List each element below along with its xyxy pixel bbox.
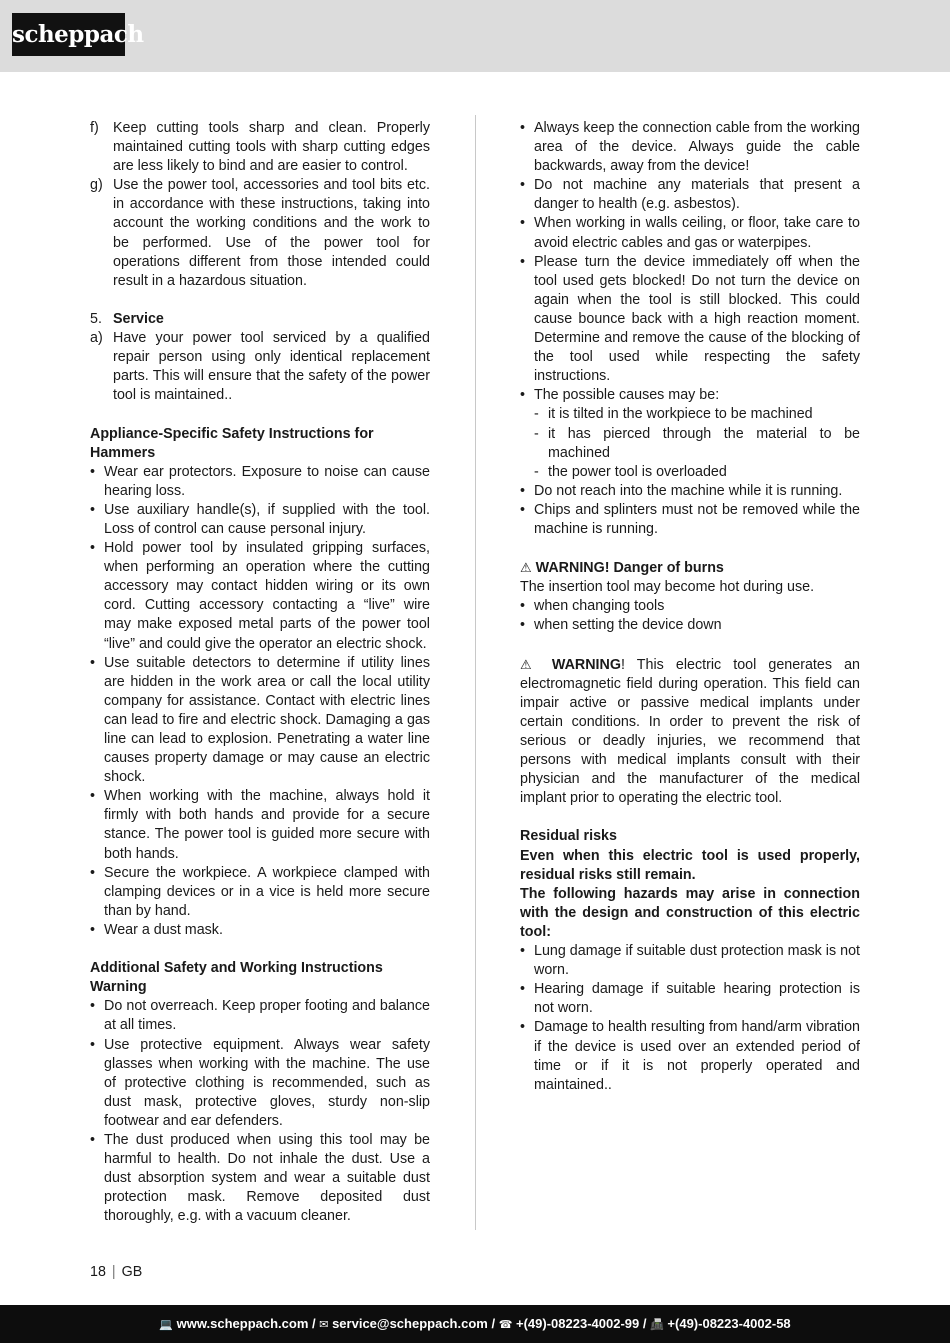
column-divider xyxy=(475,115,476,1230)
page-header xyxy=(0,0,950,72)
list-item: • Use auxiliary handle(s), if supplied with the tool. Loss of control can cause personal injury. xyxy=(90,501,430,537)
list-item: • Please turn the device immediately off when the tool used gets blocked! Do not turn the device on again when the tool is still blocked. This could cause bounce back with a high reaction moment. Determine and remove the cause of the blocking of the tool used while respecting the safety instructions. xyxy=(520,253,860,385)
list-item: • when changing tools xyxy=(520,598,665,615)
mail-icon: ✉ xyxy=(319,1319,329,1331)
residual-line-1: Even when this electric tool is used properly, residual risks still remain. xyxy=(520,847,860,883)
service-heading xyxy=(90,310,430,329)
footer-separator: / xyxy=(639,1316,651,1331)
footer-separator: / xyxy=(487,1316,499,1331)
list-item: • Chips and splinters must not be removed while the machine is running. xyxy=(520,501,860,537)
residual-heading: Residual risks xyxy=(520,828,617,845)
warning-triangle-icon: ⚠ xyxy=(520,656,540,672)
list-item: • Wear ear protectors. Exposure to noise can cause hearing loss. xyxy=(90,463,430,499)
warning-em-paragraph xyxy=(520,655,860,809)
list-item: • Secure the workpiece. A workpiece clamped with clamping devices or in a vice is held more secure than by hand. xyxy=(90,864,430,919)
item-text: Keep cutting tools sharp and clean. Properly maintained cutting tools with sharp cutting edges are less likely to bind and are easier to control. xyxy=(113,120,430,175)
list-item: • Lung damage if suitable dust protection mask is not worn. xyxy=(520,943,860,979)
item-text: Use the power tool, accessories and tool bits etc. in accordance with these instructions, taking into account the working conditions and the work to be performed. Use of the power tool for operations different from those intended could result in a hazardous situation. xyxy=(113,177,430,289)
footer-website[interactable]: www.scheppach.com xyxy=(176,1316,309,1331)
list-item-g xyxy=(90,176,430,291)
warning-triangle-icon: ⚠ xyxy=(520,560,532,576)
additional-bullet-list xyxy=(90,997,430,1226)
warning-burns-title: WARNING! Danger of burns xyxy=(535,560,724,577)
residual-bullet-list xyxy=(520,942,860,1095)
list-item: • The possible causes may be: xyxy=(520,387,720,404)
page-separator: | xyxy=(111,1264,116,1280)
warning-burns-heading xyxy=(520,558,860,578)
appliance-bullet-list xyxy=(90,463,430,940)
causes-list xyxy=(520,405,860,481)
list-item: • When working with the machine, always hold it firmly with both hands and provide for a secure stance. The power tool is guided more secure with both hands. xyxy=(90,788,430,862)
item-text: Have your power tool serviced by a qualified repair person using only identical replacement parts. This will ensure that the safety of the power tool is maintained.. xyxy=(113,330,430,404)
warning-label: WARNING xyxy=(551,656,621,673)
computer-icon: 💻 xyxy=(159,1319,174,1331)
section-number: 5. xyxy=(90,310,102,327)
list-item: • Hearing damage if suitable hearing protection is not worn. xyxy=(520,981,860,1017)
list-item: • Hold power tool by insulated gripping surfaces, when performing an operation where the cutting accessory may contact hidden wiring or its own cord. Cutting accessory contacting a “live” wire may make exposed metal parts of the power tool “live” and could give the operator an electric shock. xyxy=(90,540,430,652)
top-bullet-list xyxy=(520,119,860,405)
list-item: • The dust produced when using this tool may be harmful to health. Do not inhale the dust. Use a dust absorption system and wear a suitable dust protection mask. Remove deposited dust thoroughly, e.g. with a vacuum cleaner. xyxy=(90,1131,430,1225)
footer-email[interactable]: service@scheppach.com xyxy=(332,1316,488,1331)
list-item: - the power tool is overloaded xyxy=(534,463,727,480)
page-number-value: 18 xyxy=(90,1264,106,1280)
list-item: • When working in walls ceiling, or floor, take care to avoid electric cables and gas or waterpipes. xyxy=(520,215,860,251)
item-marker: f) xyxy=(90,120,99,136)
additional-heading: Additional Safety and Working Instructions Warning xyxy=(90,960,383,996)
list-item: • Do not reach into the machine while it is running. xyxy=(520,482,843,499)
footer-separator: / xyxy=(308,1316,320,1331)
list-item: - it has pierced through the material to be machined xyxy=(534,425,860,461)
page-number xyxy=(90,1264,142,1280)
footer-fax: +(49)-08223-4002-58 xyxy=(667,1316,791,1331)
page-language: GB xyxy=(121,1264,143,1280)
page-footer xyxy=(0,1305,950,1343)
scheppach-logo: scheppach xyxy=(12,13,125,56)
phone-icon: ☎ xyxy=(498,1319,513,1331)
list-item-f xyxy=(90,119,430,176)
footer-phone: +(49)-08223-4002-99 xyxy=(516,1316,640,1331)
list-item: • Use suitable detectors to determine if utility lines are hidden in the work area or call the local utility company for assistance. Contact with electric lines can lead to fire and electric shock. Damaging a gas line can lead to explosion. Penetrating a water line causes property damage or may cause an electric shock. xyxy=(90,654,430,786)
list-item: • Do not machine any materials that present a danger to health (e.g. asbestos). xyxy=(520,177,860,213)
list-item: • Wear a dust mask. xyxy=(90,921,223,938)
item-marker: a) xyxy=(90,330,103,347)
item-marker: g) xyxy=(90,177,103,194)
section-title: Service xyxy=(113,310,164,327)
fax-icon: 📠 xyxy=(650,1319,664,1331)
list-item: • Always keep the connection cable from the working area of the device. Always guide the cable backwards, away from the device! xyxy=(520,120,860,175)
list-item: • when setting the device down xyxy=(520,617,722,634)
after-bullet-list xyxy=(520,482,860,539)
list-item: • Damage to health resulting from hand/arm vibration if the device is used over an extended period of time or if it is not properly operated and maintained.. xyxy=(520,1019,860,1093)
list-item: - it is tilted in the workpiece to be machined xyxy=(534,406,813,423)
list-item: • Do not overreach. Keep proper footing and balance at all times. xyxy=(90,998,430,1034)
warning-burns-text: The insertion tool may become hot during use. xyxy=(520,579,815,596)
appliance-heading: Appliance-Specific Safety Instructions for Hammers xyxy=(90,425,374,461)
right-column xyxy=(520,119,860,1095)
list-item-a xyxy=(90,329,430,405)
left-column xyxy=(90,119,430,1226)
list-item: • Use protective equipment. Always wear safety glasses when working with the machine. The use of protective clothing is recommended, such as dust mask, protective gloves, sturdy non-slip footwear and ear defenders. xyxy=(90,1036,430,1129)
residual-line-2: The following hazards may arise in connection with the design and construction of this electric tool: xyxy=(520,885,860,940)
warning-em-text: ! This electric tool generates an electromagnetic field during operation. This field can impair active or passive medical implants under certain conditions. In order to prevent the risk of serious or deadly injuries, we recommend that persons with medical implants consult with their physician and the manufacturer of the medical implant prior to operating the electric tool. xyxy=(520,656,860,807)
